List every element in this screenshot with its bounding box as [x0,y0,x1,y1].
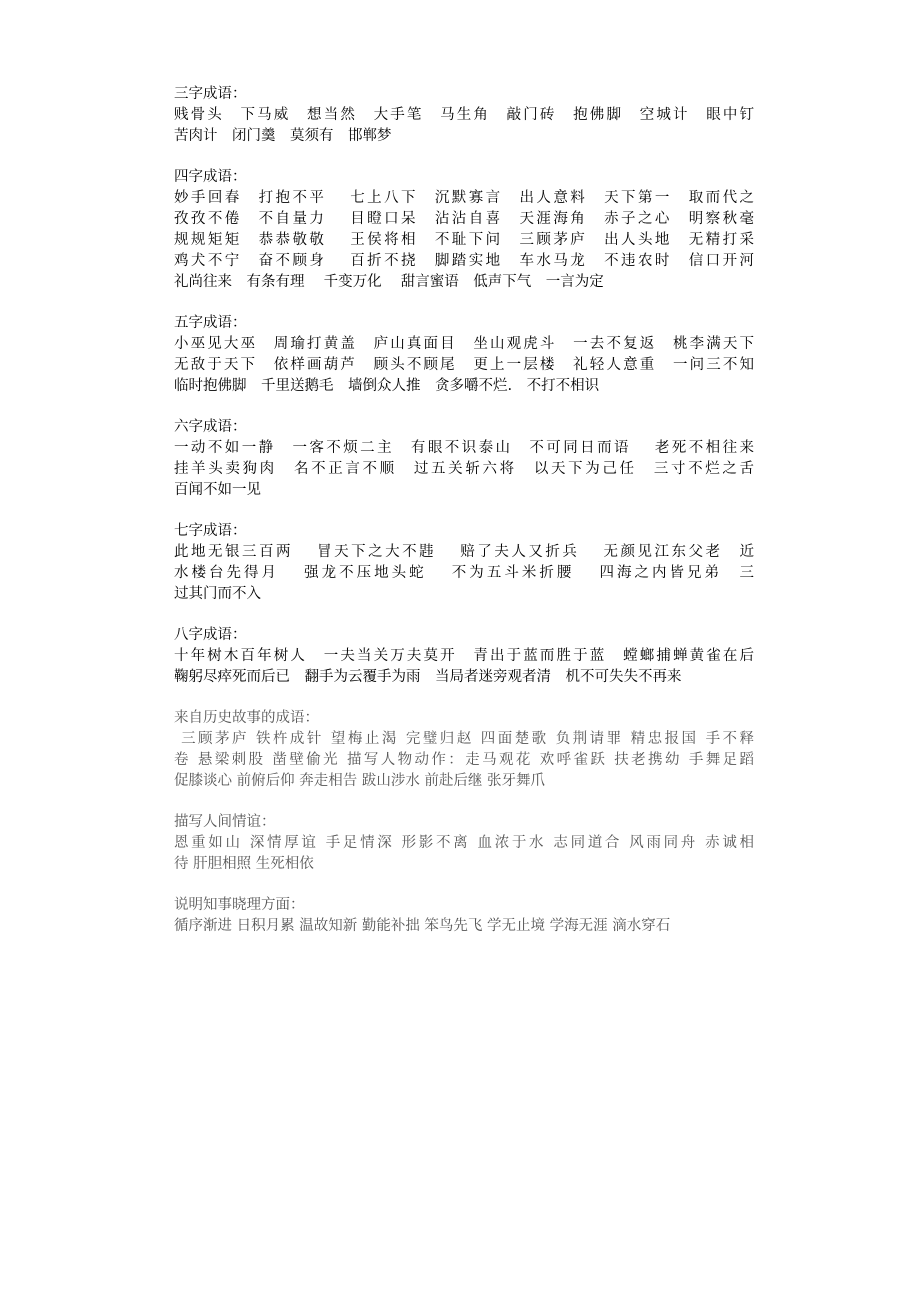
idiom-section [174,812,754,875]
idiom-line: 循序渐进 日积月累 温故知新 勤能补拙 笨鸟先飞 学无止境 学海无涯 滴水穿石 [174,918,671,934]
idiom-section [174,521,754,605]
section-heading: 六字成语： [174,419,247,435]
idiom-line: 临时抱佛脚 千里送鹅毛 墙倒众人推 贪多嚼不烂. 不打不相识 [174,378,600,394]
idiom-section [174,167,754,293]
idiom-line: 鸡犬不宁 奋不顾身 百折不挠 脚踏实地 车水马龙 不违农时 信口开河 [174,253,754,269]
idiom-section [174,84,754,147]
idiom-line: 卷 悬梁刺股 凿壁偷光 描写人物动作：走马观花 欢呼雀跃 扶老携幼 手舞足蹈 [174,752,754,768]
idiom-section [174,708,754,792]
idiom-line: 此地无银三百两 冒天下之大不韪 赔了夫人又折兵 无颜见江东父老 近 [174,544,754,560]
section-heading: 七字成语： [174,523,247,539]
idiom-line: 一动不如一静 一客不烦二主 有眼不识泰山 不可同日而语 老死不相往来 [174,440,754,456]
idiom-section [174,313,754,397]
section-heading: 三字成语： [174,86,247,102]
section-heading: 四字成语： [174,169,247,185]
section-heading: 八字成语： [174,627,247,643]
idiom-line: 贱骨头 下马威 想当然 大手笔 马生角 敲门砖 抱佛脚 空城计 眼中钉 [174,107,754,123]
idiom-line: 妙手回春 打抱不平 七上八下 沉默寡言 出人意料 天下第一 取而代之 [174,190,754,206]
idiom-line: 鞠躬尽瘁死而后已 翻手为云覆手为雨 当局者迷旁观者清 机不可失失不再来 [174,669,682,685]
idiom-line: 礼尚往来 有条有理 千变万化 甜言蜜语 低声下气 一言为定 [174,274,604,290]
idiom-line: 十年树木百年树人 一夫当关万夫莫开 青出于蓝而胜于蓝 螳螂捕蝉黄雀在后 [174,648,754,664]
idiom-line: 三顾茅庐 铁杵成针 望梅止渴 完璧归赵 四面楚歌 负荆请罪 精忠报国 手不释 [174,731,754,747]
idiom-line: 恩重如山 深情厚谊 手足情深 形影不离 血浓于水 志同道合 风雨同舟 赤诚相 [174,835,754,851]
idiom-section [174,625,754,688]
document-page [174,84,754,957]
section-heading: 描写人间情谊： [174,814,276,830]
idiom-line: 孜孜不倦 不自量力 目瞪口呆 沾沾自喜 天涯海角 赤子之心 明察秋毫 [174,211,754,227]
idiom-line: 规规矩矩 恭恭敬敬 王侯将相 不耻下问 三顾茅庐 出人头地 无精打采 [174,232,754,248]
idiom-line: 促膝谈心 前俯后仰 奔走相告 跋山涉水 前赴后继 张牙舞爪 [174,773,546,789]
section-heading: 五字成语： [174,315,247,331]
idiom-line: 过其门而不入 [174,586,261,602]
idiom-line: 待 肝胆相照 生死相依 [174,856,314,872]
idiom-line: 苦肉计 闭门羹 莫须有 邯郸梦 [174,128,392,144]
idiom-line: 水楼台先得月 强龙不压地头蛇 不为五斗米折腰 四海之内皆兄弟 三 [174,565,754,581]
idiom-line: 小巫见大巫 周瑜打黄盖 庐山真面目 坐山观虎斗 一去不复返 桃李满天下 [174,336,754,352]
section-heading: 来自历史故事的成语： [174,710,319,726]
idiom-line: 百闻不如一见 [174,482,261,498]
idiom-section [174,895,754,937]
section-heading: 说明知事晓理方面： [174,897,305,913]
idiom-section [174,417,754,501]
idiom-line: 挂羊头卖狗肉 名不正言不顺 过五关斩六将 以天下为己任 三寸不烂之舌 [174,461,754,477]
idiom-line: 无敌于天下 依样画葫芦 顾头不顾尾 更上一层楼 礼轻人意重 一问三不知 [174,357,754,373]
